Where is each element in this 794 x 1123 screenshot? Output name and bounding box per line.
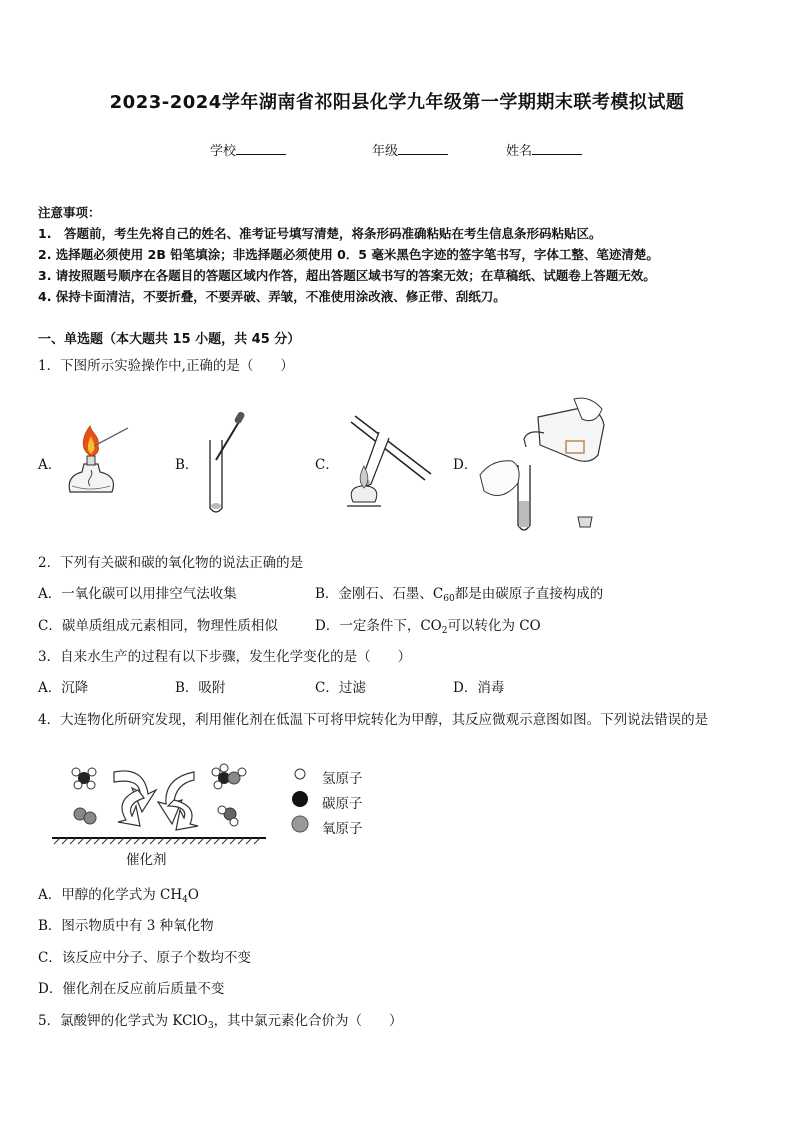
methanol-molecule-icon [212, 764, 246, 789]
oxygen-molecule-icon [74, 808, 96, 824]
q3-option-c[interactable]: C．过滤 [315, 680, 366, 696]
notice-heading: 注意事项： [38, 205, 101, 220]
q1-option-d-label[interactable]: D． [453, 457, 478, 473]
q4-option-b[interactable]: B．图示物质中有 3 种氧化物 [38, 918, 214, 934]
q3-option-d[interactable]: D．消毒 [453, 680, 505, 696]
q2-option-d[interactable]: D．一定条件下，$CO_2$可以转化为 CO [315, 618, 541, 636]
q3-option-a[interactable]: A．沉降 [38, 680, 89, 696]
dropper-test-tube-icon [200, 410, 260, 520]
page-title: 2023-2024学年湖南省祁阳县化学九年级第一学期期末联考模拟试题 [109, 92, 685, 113]
q1-option-a-label[interactable]: A． [38, 457, 62, 473]
q1-option-b-label[interactable]: B． [175, 457, 199, 473]
water-molecule-icon [218, 806, 238, 826]
q2-option-a[interactable]: A．一氧化碳可以用排空气法收集 [38, 586, 237, 602]
notice-item: 1. 答题前，考生先将自己的姓名、准考证号填写清楚，将条形码准确粘贴在考生信息条形码粘贴区。 [38, 226, 602, 241]
oxygen-atom-icon [292, 816, 308, 832]
legend-carbon: 碳原子 [322, 796, 363, 812]
q2-option-c[interactable]: C．碳单质组成元素相同，物理性质相似 [38, 618, 278, 634]
pouring-liquid-icon [478, 395, 608, 540]
name-field[interactable]: 姓名 [506, 140, 582, 159]
question-2-stem: 2．下列有关碳和碳的氧化物的说法正确的是 [38, 555, 304, 571]
grade-field[interactable]: 年级 [372, 140, 448, 159]
hydrogen-atom-icon [295, 769, 305, 779]
question-1-stem: 1．下图所示实验操作中,正确的是（ ） [38, 358, 294, 374]
q4-option-c[interactable]: C．该反应中分子、原子个数均不变 [38, 950, 251, 966]
alcohol-lamp-icon [60, 420, 140, 500]
notice-item: 2. 选择题必须使用 2B 铅笔填涂；非选择题必须使用 0．5 毫米黑色字迹的签字笔书写，字体工整、笔迹清楚。 [38, 247, 659, 262]
q1-option-c-label[interactable]: C． [315, 457, 339, 473]
heating-test-tube-icon [335, 410, 435, 510]
q4-option-d[interactable]: D．催化剂在反应前后质量不变 [38, 981, 225, 997]
carbon-atom-icon [292, 791, 308, 807]
school-field[interactable]: 学校 [210, 140, 286, 159]
catalyst-label: 催化剂 [126, 852, 167, 868]
question-4-stem: 4．大连物化所研究发现，利用催化剂在低温下可将甲烷转化为甲醇，其反应微观示意图如图。下列说法错误的是 [38, 712, 709, 728]
methane-molecule-icon [72, 768, 96, 789]
q3-option-b[interactable]: B．吸附 [175, 680, 226, 696]
question-5-stem: 5．氯酸钾的化学式为 KClO$_3$，其中氯元素化合价为（ ） [38, 1013, 403, 1031]
legend-oxygen: 氧原子 [322, 821, 363, 837]
q4-option-a[interactable]: A．甲醇的化学式为 $CH_4O$ [38, 887, 199, 905]
notice-item: 4. 保持卡面清洁，不要折叠，不要弄破、弄皱，不准使用涂改液、修正带、刮纸刀。 [38, 289, 506, 304]
q2-option-b[interactable]: B．金刚石、石墨、$C_{60}$都是由碳原子直接构成的 [315, 586, 604, 604]
legend-hydrogen: 氢原子 [322, 771, 363, 787]
question-3-stem: 3．自来水生产的过程有以下步骤，发生化学变化的是（ ） [38, 649, 412, 665]
notice-item: 3. 请按照题号顺序在各题目的答题区域内作答，超出答题区域书写的答案无效；在草稿纸、试题卷上答题无效。 [38, 268, 656, 283]
section-heading: 一、单选题（本大题共 15 小题，共 45 分） [38, 332, 301, 347]
